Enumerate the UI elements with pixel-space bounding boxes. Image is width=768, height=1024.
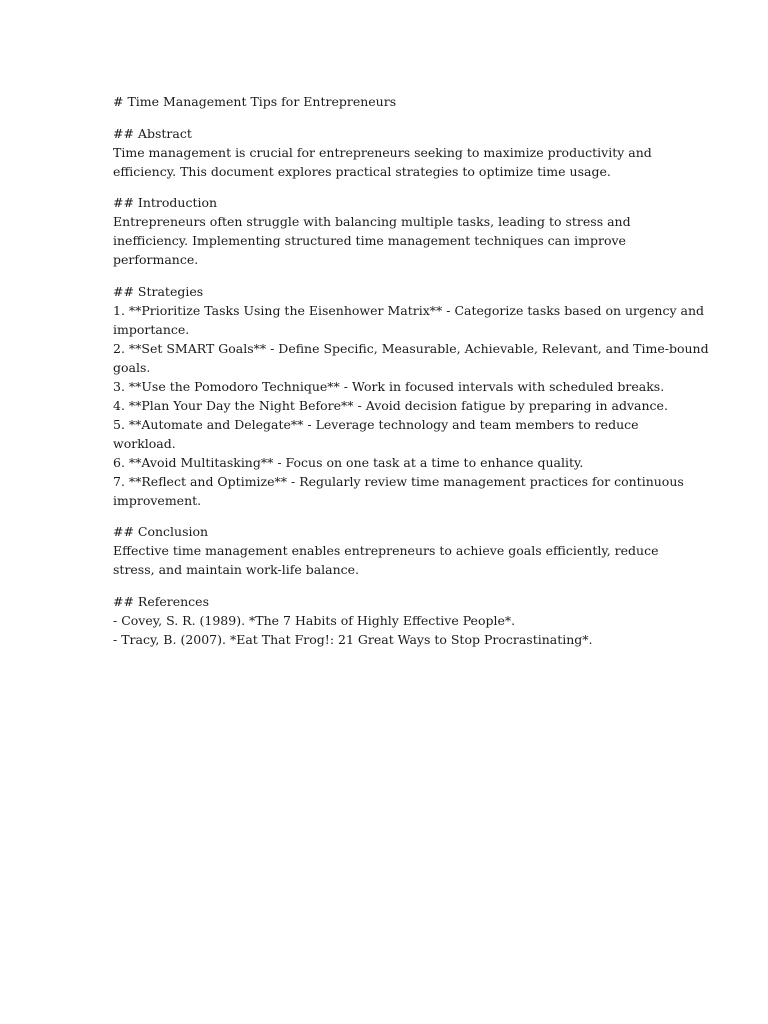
section-strategies [113, 282, 709, 510]
section-conclusion [113, 522, 673, 579]
list-item-continuation: workload. [113, 435, 176, 451]
section-heading-abstract: ## Abstract [113, 125, 192, 141]
paragraph-line: stress, and maintain work-life balance. [113, 562, 360, 577]
section-heading-conclusion: ## Conclusion [113, 524, 209, 539]
reference-item: - Covey, S. R. (1989). *The 7 Habits of Highly Effective People*. [113, 612, 516, 628]
spacer [113, 111, 673, 124]
section-references [113, 592, 673, 649]
spacer [113, 510, 673, 523]
document-body [113, 92, 709, 649]
spacer [113, 579, 673, 592]
section-heading-strategies: ## Strategies [113, 283, 204, 299]
section-heading-references: ## References [113, 593, 209, 609]
paragraph-line: Time management is crucial for entrepreneurs seeking to maximize productivity and [113, 144, 652, 160]
paragraph-line: inefficiency. Implementing structured time management techniques can improve [113, 233, 626, 248]
section-abstract [113, 124, 673, 181]
spacer [113, 269, 673, 282]
list-item-continuation: goals. [113, 359, 151, 375]
paragraph-line: efficiency. This document explores practical strategies to optimize time usage. [113, 163, 611, 179]
list-item: 2. **Set SMART Goals** - Define Specific, Measurable, Achievable, Relevant, and Time-bound [113, 340, 709, 356]
section-introduction [113, 193, 673, 269]
paragraph-line: Entrepreneurs often struggle with balancing multiple tasks, leading to stress and [113, 214, 631, 229]
list-item: 6. **Avoid Multitasking** - Focus on one task at a time to enhance quality. [113, 454, 584, 470]
section-heading-introduction: ## Introduction [113, 195, 218, 210]
list-item: 3. **Use the Pomodoro Technique** - Work in focused intervals with scheduled breaks. [113, 378, 665, 394]
list-item: 1. **Prioritize Tasks Using the Eisenhower Matrix** - Categorize tasks based on urgency and [113, 302, 705, 318]
list-item-continuation: importance. [113, 321, 190, 337]
list-item: 5. **Automate and Delegate** - Leverage technology and team members to reduce [113, 416, 639, 432]
list-item: 4. **Plan Your Day the Night Before** - Avoid decision fatigue by preparing in advance. [113, 397, 668, 413]
list-item: 7. **Reflect and Optimize** - Regularly review time management practices for continuous [113, 473, 684, 489]
paragraph-line: Effective time management enables entrepreneurs to achieve goals efficiently, reduce [113, 543, 659, 558]
document-title: # Time Management Tips for Entrepreneurs [113, 94, 397, 109]
reference-item: - Tracy, B. (2007). *Eat That Frog!: 21 Great Ways to Stop Procrastinating*. [113, 631, 593, 647]
paragraph-line: performance. [113, 252, 199, 267]
spacer [113, 181, 673, 194]
list-item-continuation: improvement. [113, 492, 202, 508]
